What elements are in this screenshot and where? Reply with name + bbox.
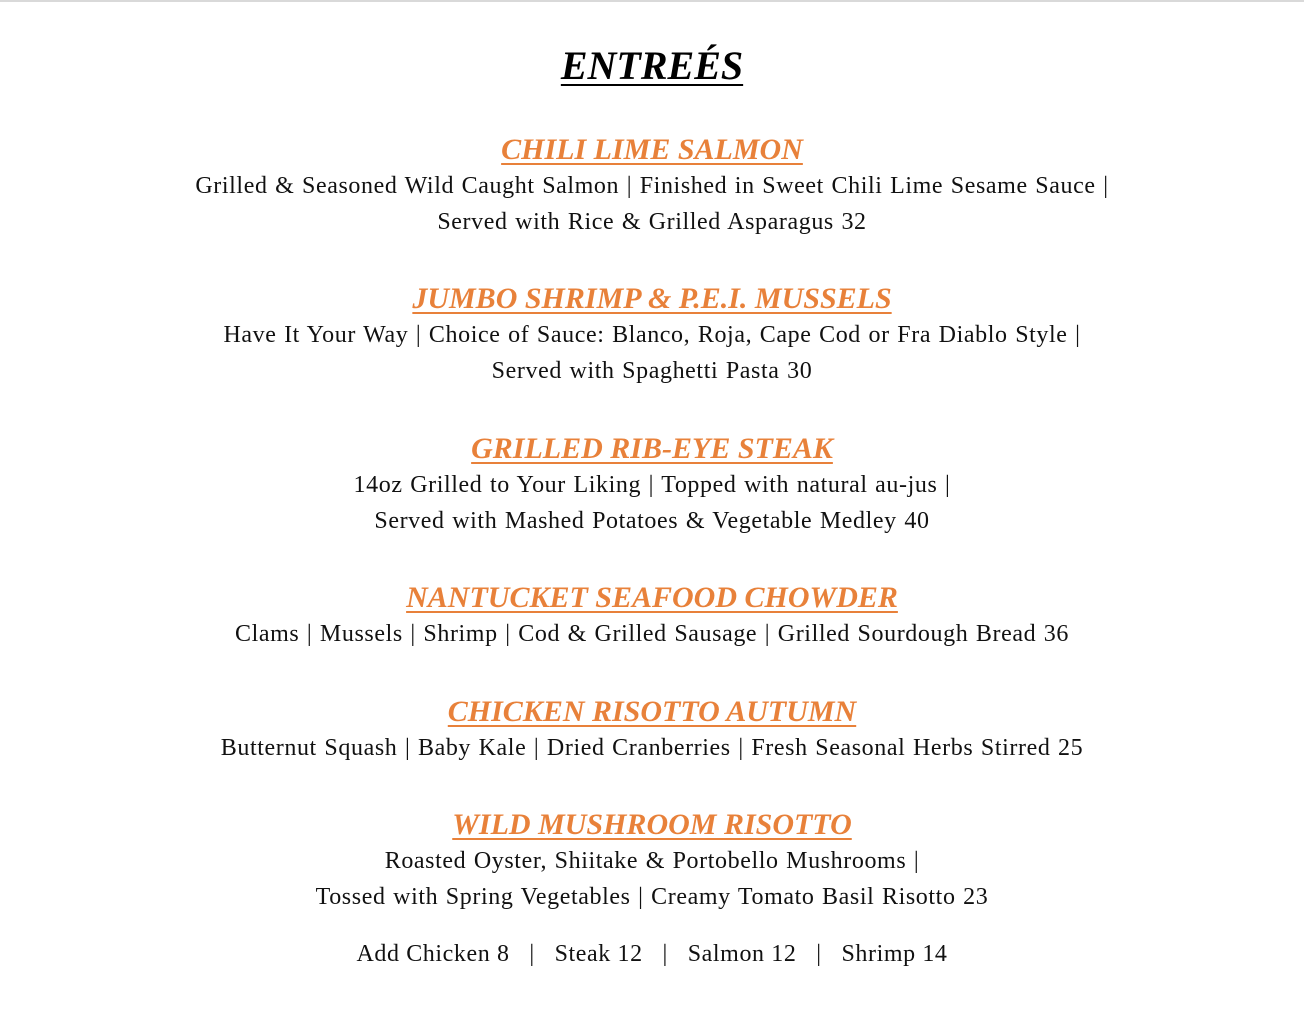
page-title: ENTREÉS: [560, 43, 744, 88]
menu-item-name: CHILI LIME SALMON: [501, 133, 803, 166]
menu-item-chili-lime-salmon: [0, 132, 1304, 240]
menu-item-description: Clams | Mussels | Shrimp | Cod & Grilled Sausage | Grilled Sourdough Bread 36: [234, 621, 1070, 647]
add-protein-options: Add Chicken 8 | Steak 12 | Salmon 12 | Shrimp 14: [356, 941, 948, 967]
menu-item-name: CHICKEN RISOTTO AUTUMN: [447, 695, 857, 728]
menu-item-wild-mushroom-risotto: [0, 807, 1304, 915]
menu-item-name: JUMBO SHRIMP & P.E.I. MUSSELS: [412, 282, 892, 315]
menu-item-description: Grilled & Seasoned Wild Caught Salmon | Finished in Sweet Chili Lime Sesame Sauce |: [195, 173, 1109, 199]
top-divider: [0, 0, 1304, 2]
menu-item-nantucket-seafood-chowder: [0, 580, 1304, 652]
menu-item-name: GRILLED RIB-EYE STEAK: [471, 432, 833, 465]
menu-item-grilled-ribeye-steak: [0, 431, 1304, 539]
menu-item-name: NANTUCKET SEAFOOD CHOWDER: [406, 581, 898, 614]
menu-item-description: Butternut Squash | Baby Kale | Dried Cranberries | Fresh Seasonal Herbs Stirred 25: [220, 735, 1084, 761]
menu-item-chicken-risotto-autumn: [0, 694, 1304, 766]
menu-item-description: Served with Mashed Potatoes & Vegetable Medley 40: [374, 508, 930, 534]
menu-item-description: Have It Your Way | Choice of Sauce: Blanco, Roja, Cape Cod or Fra Diablo Style |: [223, 322, 1081, 348]
menu-item-description: Served with Spaghetti Pasta 30: [491, 358, 813, 384]
menu-item-description: Roasted Oyster, Shiitake & Portobello Mushrooms |: [384, 848, 920, 874]
menu-item-description: Served with Rice & Grilled Asparagus 32: [437, 209, 867, 235]
menu-item-description: Tossed with Spring Vegetables | Creamy Tomato Basil Risotto 23: [315, 884, 989, 910]
menu-item-jumbo-shrimp-mussels: [0, 281, 1304, 389]
menu-item-description: 14oz Grilled to Your Liking | Topped with natural au-jus |: [353, 472, 951, 498]
menu-item-name: WILD MUSHROOM RISOTTO: [452, 808, 852, 841]
